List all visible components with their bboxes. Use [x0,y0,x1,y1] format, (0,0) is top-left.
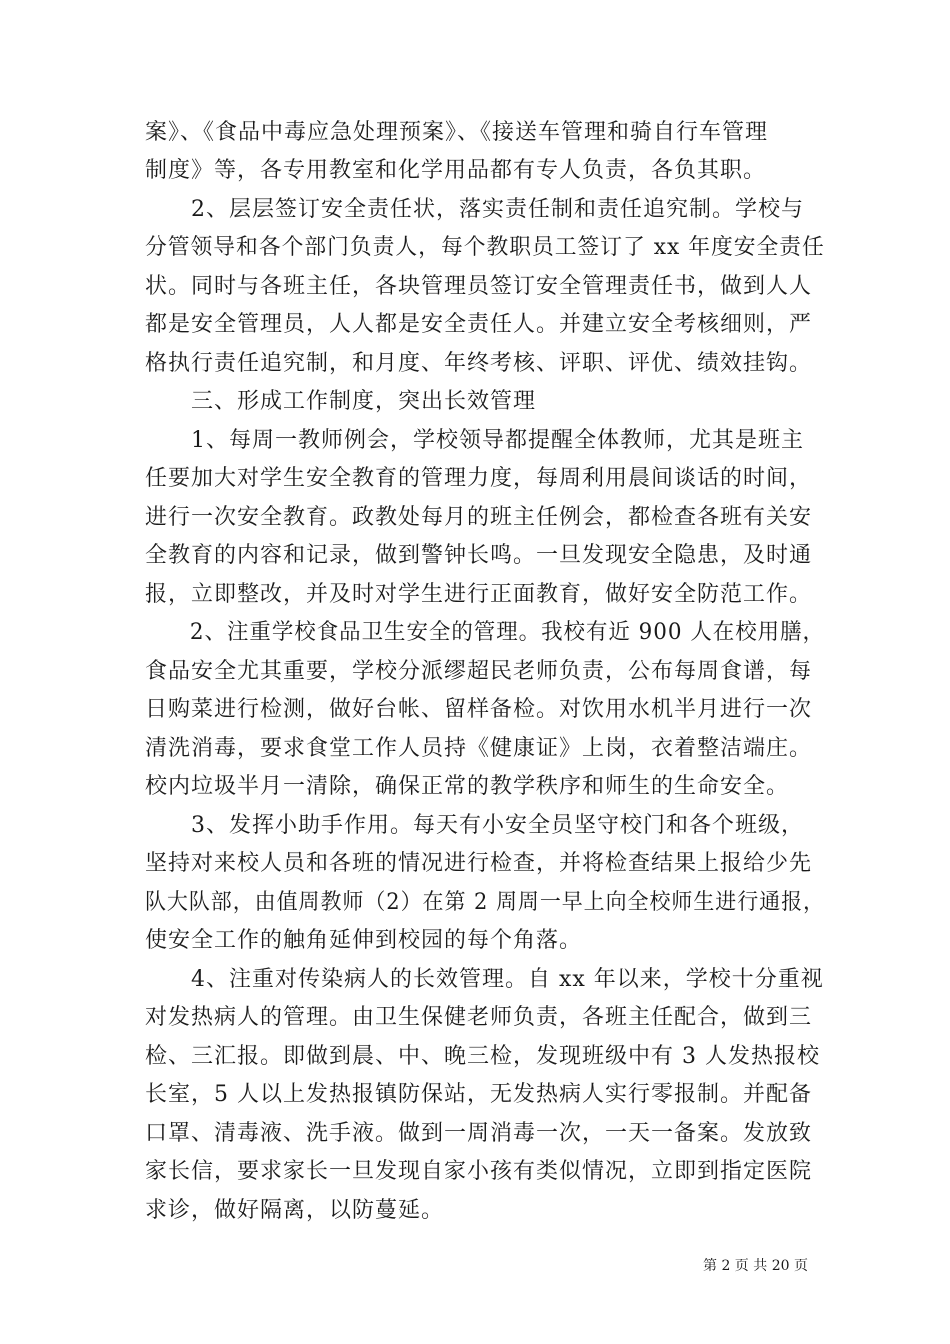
text-line: 检、三汇报。即做到晨、中、晚三检，发现班级中有 3 人发热报校 [145,1044,820,1069]
text-line: 1、每周一教师例会，学校领导都提醒全体教师，尤其是班主 [145,428,804,453]
text-line: 报，立即整改，并及时对学生进行正面教育，做好安全防范工作。 [145,582,813,607]
text-line: 队大队部，由值周教师（2）在第 2 周周一早上向全校师生进行通报， [145,890,825,915]
text-line: 校内垃圾半月一清除，确保正常的教学秩序和师生的生命安全。 [145,774,790,799]
text-line: 坚持对来校人员和各班的情况进行检查，并将检查结果上报给少先 [145,851,813,876]
text-line: 日购菜进行检测，做好台帐、留样备检。对饮用水机半月进行一次 [145,697,813,722]
text-line: 对发热病人的管理。由卫生保健老师负责，各班主任配合，做到三 [145,1005,813,1030]
text-line: 制度》等，各专用教室和化学用品都有专人负责，各负其职。 [145,158,767,183]
text-line: 口罩、清毒液、洗手液。做到一周消毒一次，一天一备案。发放致 [145,1121,813,1146]
text-line: 使安全工作的触角延伸到校园的每个角落。 [145,928,583,953]
text-line: 状。同时与各班主任，各块管理员签订安全管理责任书，做到人人 [145,274,813,299]
text-line: 全教育的内容和记录，做到警钟长鸣。一旦发现安全隐患，及时通 [145,543,813,568]
text-line: 求诊，做好隔离，以防蔓延。 [145,1198,445,1223]
text-line: 进行一次安全教育。政教处每月的班主任例会，都检查各班有关安 [145,505,813,530]
text-line: 2、层层签订安全责任状，落实责任制和责任追究制。学校与 [145,197,804,222]
text-line: 都是安全管理员，人人都是安全责任人。并建立安全考核细则，严 [145,312,813,337]
text-line: 清洗消毒，要求食堂工作人员持《健康证》上岗，衣着整洁端庄。 [145,736,813,761]
text-line: 分管领导和各个部门负责人，每个教职员工签订了 xx 年度安全责任 [145,235,825,260]
text-line: 食品安全尤其重要，学校分派缪超民老师负责，公布每周食谱，每 [145,659,813,684]
page-number: 第 2 页 共 20 页 [703,1258,808,1274]
section-heading: 三、形成工作制度，突出长效管理 [145,389,537,414]
text-line: 家长信，要求家长一旦发现自家小孩有类似情况，立即到指定医院 [145,1159,813,1184]
text-line: 4、注重对传染病人的长效管理。自 xx 年以来，学校十分重视 [145,967,824,992]
text-line: 案》、《食品中毒应急处理预案》、《接送车管理和骑自行车管理 [145,120,769,145]
text-line: 2、注重学校食品卫生安全的管理。我校有近 900 人在校用膳， [145,620,825,645]
text-line: 任要加大对学生安全教育的管理力度，每周利用晨间谈话的时间， [145,466,813,491]
text-line: 长室，5 人以上发热报镇防保站，无发热病人实行零报制。并配备 [145,1082,812,1107]
text-line: 3、发挥小助手作用。每天有小安全员坚守校门和各个班级， [145,813,804,838]
text-line: 格执行责任追究制，和月度、年终考核、评职、评优、绩效挂钩。 [145,351,813,376]
